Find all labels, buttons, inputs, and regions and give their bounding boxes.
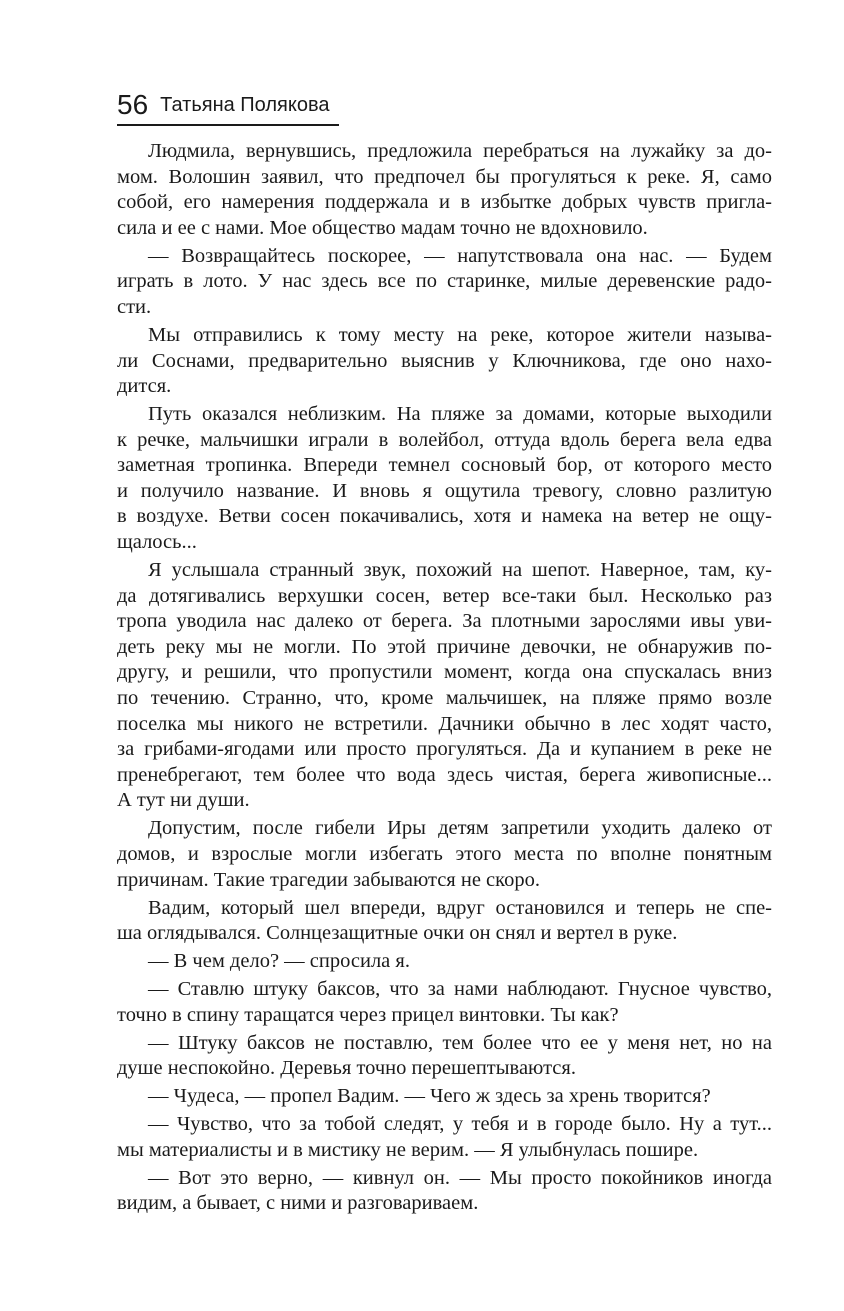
body-text <box>117 139 772 1217</box>
text-line: видим, а бывает, с ними и разговариваем. <box>117 1192 479 1215</box>
text-line: Вадим, который шел впереди, вдруг остановился и теперь не спе- <box>148 896 772 919</box>
text-line: деть реку мы не могли. По этой причине девочки, не обнаружив по- <box>117 635 772 658</box>
text-line: Допустим, после гибели Иры детям запретили уходить далеко от <box>148 817 772 840</box>
paragraph <box>117 1084 772 1110</box>
paragraph <box>117 402 772 556</box>
page-number: 56 <box>117 89 149 120</box>
author-name: Татьяна Полякова <box>160 94 330 116</box>
text-line: играть в лото. У нас здесь все по старинке, милые деревенские радо- <box>117 270 772 293</box>
text-line: — В чем дело? — спросила я. <box>148 950 410 973</box>
text-line: сила и ее с нами. Мое общество мадам точно не вдохновило. <box>117 216 648 239</box>
text-line: домов, и взрослые могли избегать этого места по вполне понятным <box>117 842 772 865</box>
text-line: мом. Волошин заявил, что предпочел бы прогуляться к реке. Я, само <box>117 165 772 188</box>
text-line: точно в спину таращатся через прицел винтовки. Ты как? <box>117 1003 619 1026</box>
paragraph <box>117 323 772 400</box>
text-line: — Штуку баксов не поставлю, тем более что ее у меня нет, но на <box>148 1031 772 1054</box>
text-line: по течению. Странно, что, кроме мальчишек, на пляже прямо возле <box>117 687 772 710</box>
paragraph <box>117 244 772 321</box>
text-line: — Возвращайтесь поскорее, — напутствовала она нас. — Будем <box>148 244 772 267</box>
paragraph <box>117 139 772 241</box>
text-line: щалось... <box>117 531 197 554</box>
text-line: собой, его намерения поддержала и в избытке добрых чувств пригла- <box>117 191 772 214</box>
text-line: Мы отправились к тому месту на реке, которое жители называ- <box>148 323 772 346</box>
paragraph <box>117 816 772 893</box>
text-line: душе неспокойно. Деревья точно перешептываются. <box>117 1057 576 1080</box>
text-line: пренебрегают, тем более что вода здесь чистая, берега живописные... <box>117 763 772 786</box>
text-line: Я услышала странный звук, похожий на шепот. Наверное, там, ку- <box>148 559 772 582</box>
text-line: ли Соснами, предварительно выяснив у Ключникова, где оно нахо- <box>117 349 772 372</box>
text-line: Путь оказался неблизким. На пляже за домами, которые выходили <box>148 403 772 426</box>
paragraph <box>117 1031 772 1082</box>
text-line: другу, и решили, что пропустили момент, когда она спускалась вниз <box>117 661 772 684</box>
text-line: и получило название. И вновь я ощутила тревогу, словно разлитую <box>117 479 772 502</box>
text-line: дится. <box>117 375 172 398</box>
text-line: мы материалисты и в мистику не верим. — Я улыбнулась пошире. <box>117 1138 699 1161</box>
text-line: ша оглядывался. Солнцезащитные очки он снял и вертел в руке. <box>117 922 678 945</box>
text-line: — Чудеса, — пропел Вадим. — Чего ж здесь за хрень творится? <box>148 1085 711 1108</box>
text-line: поселка мы никого не встретили. Дачники обычно в лес ходят часто, <box>117 712 772 735</box>
text-line: — Ставлю штуку баксов, что за нами наблюдают. Гнусное чувство, <box>148 978 772 1001</box>
text-line: к речке, мальчишки играли в волейбол, оттуда вдоль берега вела едва <box>117 428 772 451</box>
text-line: А тут ни души. <box>117 789 250 812</box>
text-line: — Чувство, что за тобой следят, у тебя и в городе было. Ну а тут... <box>148 1113 772 1136</box>
text-line: причинам. Такие трагедии забываются не скоро. <box>117 868 540 891</box>
paragraph <box>117 558 772 814</box>
text-line: Людмила, вернувшись, предложила перебраться на лужайку за до- <box>148 140 772 162</box>
paragraph <box>117 1112 772 1163</box>
text-line: за грибами-ягодами или просто прогуляться. Да и купанием в реке не <box>117 738 772 761</box>
paragraph <box>117 896 772 947</box>
paragraph <box>117 949 772 975</box>
text-line: заметная тропинка. Впереди темнел сосновый бор, от которого место <box>117 454 772 477</box>
paragraph <box>117 1166 772 1217</box>
text-line: тропа уводила нас далеко от берега. За плотными зарослями ивы уви- <box>117 610 772 633</box>
running-header <box>117 86 339 126</box>
paragraph <box>117 977 772 1028</box>
text-line: да дотягивались верхушки сосен, ветер все-таки был. Несколько раз <box>117 584 772 607</box>
text-line: сти. <box>117 295 152 318</box>
text-line: — Вот это верно, — кивнул он. — Мы просто покойников иногда <box>148 1166 772 1189</box>
text-line: в воздухе. Ветви сосен покачивались, хотя и намека на ветер не ощу- <box>117 505 772 528</box>
